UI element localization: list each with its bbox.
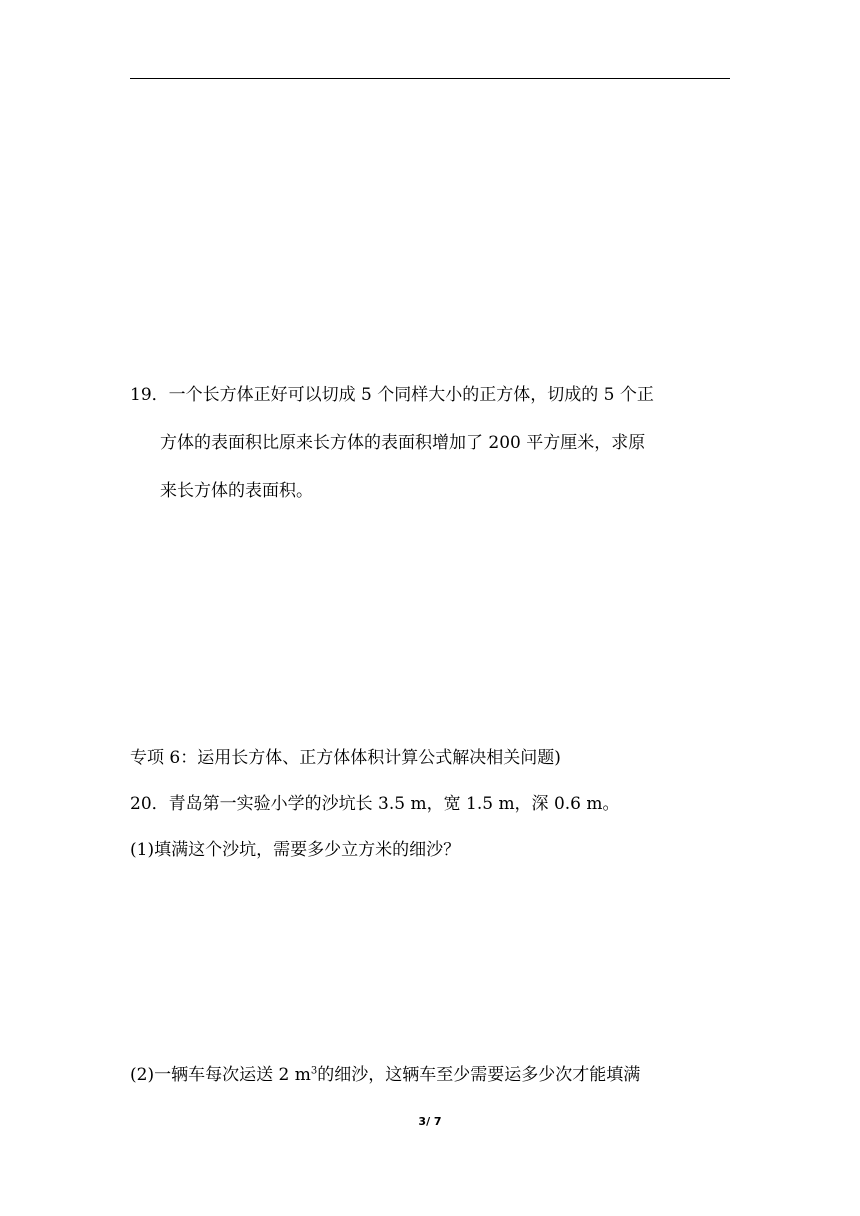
question-20-part-2-text-start: (2)一辆车每次运送 2 m bbox=[130, 1065, 311, 1085]
question-20-stem: 20．青岛第一实验小学的沙坑长 3.5 m，宽 1.5 m，深 0.6 m。 bbox=[130, 794, 620, 814]
question-20-part-1: (1)填满这个沙坑，需要多少立方米的细沙？ bbox=[130, 840, 461, 860]
section-title: 专项 6：运用长方体、正方体体积计算公式解决相关问题) bbox=[130, 748, 561, 768]
question-19-line-2: 方体的表面积比原来长方体的表面积增加了 200 平方厘米，求原 bbox=[160, 433, 646, 453]
page-number: 3/ 7 bbox=[418, 1115, 442, 1128]
question-19-line-1: 19．一个长方体正好可以切成 5 个同样大小的正方体，切成的 5 个正 bbox=[130, 385, 654, 405]
question-20-part-2-text-end: 的细沙，这辆车至少需要运多少次才能填满 bbox=[317, 1065, 641, 1085]
cubic-exponent: 3 bbox=[310, 1065, 318, 1077]
question-20-part-2 bbox=[130, 1064, 640, 1086]
question-19-line-3: 来长方体的表面积。 bbox=[160, 481, 313, 501]
header-rule bbox=[130, 78, 730, 79]
